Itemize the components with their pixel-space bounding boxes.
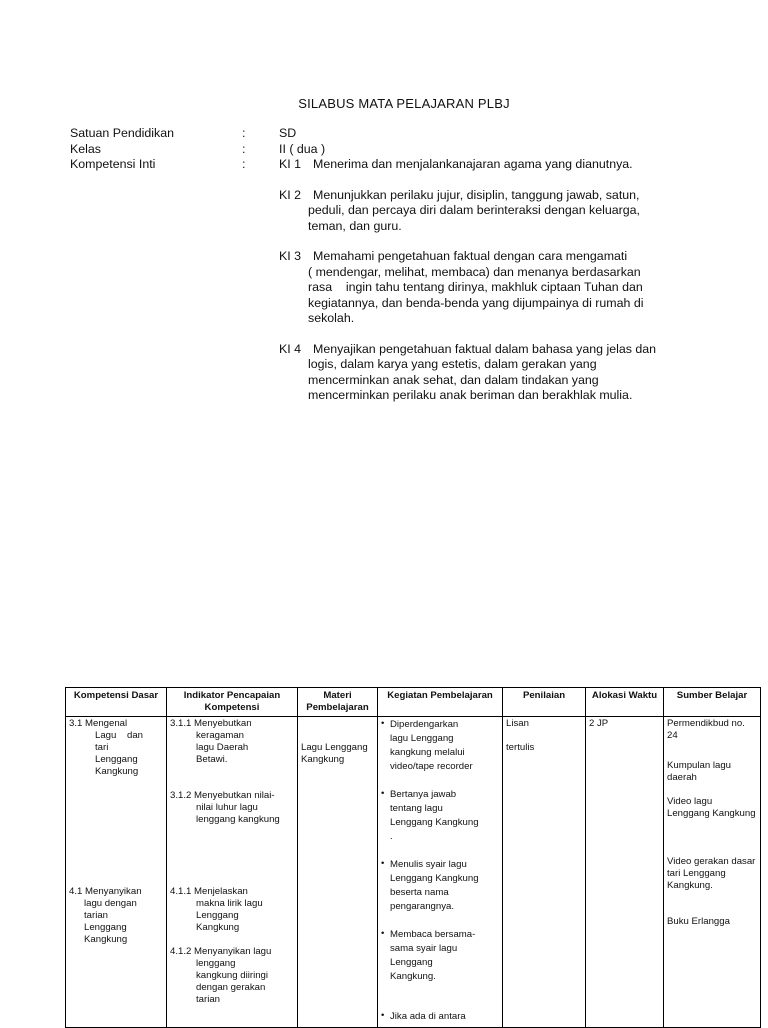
ki-item	[279, 188, 710, 235]
ipk-code: 4.1.1 Menjelaskan	[170, 886, 248, 897]
text-line: lagu Lenggang	[390, 733, 454, 744]
ki-code: KI 3	[279, 249, 302, 263]
sumber-kumpulan-lagu: Kumpulan lagu daerah	[667, 760, 732, 783]
kelas-value: II ( dua )	[279, 141, 326, 156]
kelas-label: Kelas	[70, 141, 101, 156]
text-line: Membaca bersama-	[390, 929, 476, 940]
ki-item	[279, 342, 710, 404]
text-line: kangkung diiringi	[196, 970, 268, 981]
kegiatan-text	[390, 928, 475, 984]
header-materi: Materi Pembelajaran	[298, 688, 378, 717]
kd-text	[69, 898, 163, 946]
table-row	[66, 717, 761, 1028]
satuan-label: Satuan Pendidikan	[70, 126, 175, 140]
text-line: Lenggang	[390, 957, 433, 968]
kompetensi-inti-row	[70, 157, 710, 419]
kegiatan-text	[390, 858, 479, 914]
ki-text-line: sekolah.	[308, 311, 355, 325]
text-line: Menulis syair lagu	[390, 859, 467, 870]
text-line: Kangkung	[84, 934, 128, 945]
bullet-icon: •	[381, 788, 385, 799]
ki-text-line: ( mendengar, melihat, membaca) dan menanya berdasarkan	[308, 264, 641, 279]
ki-text-line: rasa ingin tahu tentang dirinya, makhluk ciptaan Tuhan dan	[308, 280, 643, 294]
syllabus-table	[65, 687, 761, 1028]
ki-text-line: mencerminkan anak sehat, dan dalam tindakan yang	[308, 372, 599, 387]
text-line: pengarangnya.	[390, 901, 455, 912]
text-line: kangkung melalui	[390, 747, 465, 758]
materi-text: Lagu Lenggang Kangkung	[301, 742, 368, 765]
cell-indikator	[167, 717, 298, 1028]
ipk-3-1-2	[170, 790, 294, 826]
text-line: tari	[95, 742, 109, 753]
ipk-3-1-1	[170, 718, 294, 766]
text-line: Lenggang	[95, 754, 138, 765]
ipk-text	[170, 898, 294, 934]
ki-text-line: logis, dalam karya yang estetis, dalam gerakan yang	[308, 357, 597, 371]
text-line: beserta nama	[390, 887, 449, 898]
kegiatan-item	[381, 928, 499, 984]
text-line: dengan gerakan	[196, 982, 266, 993]
ki-code: KI 2	[279, 187, 302, 202]
text-line: Jika ada di antara	[390, 1011, 466, 1022]
sumber-video-gerakan: Video gerakan dasar tari Lenggang Kangkung.	[667, 856, 756, 891]
text-line: .	[390, 831, 393, 842]
header-indikator: Indikator Pencapaian Kompetensi	[167, 688, 298, 717]
cell-kegiatan	[378, 717, 503, 1028]
penilaian-lisan: Lisan	[506, 718, 529, 729]
alokasi-value: 2 JP	[589, 718, 609, 729]
text-line: tentang lagu	[390, 803, 443, 814]
ki-text-line: teman, dan guru.	[308, 218, 402, 233]
ki-text: Menyajikan pengetahuan faktual dalam bahasa yang jelas dan	[313, 341, 657, 356]
ipk-text	[170, 958, 294, 1006]
bullet-icon: •	[381, 1010, 385, 1021]
sumber-buku: Buku Erlangga	[667, 916, 730, 927]
text-line: sama syair lagu	[390, 943, 458, 954]
text-line: Lenggang Kangkung	[390, 817, 479, 828]
kegiatan-item	[381, 788, 499, 844]
satuan-row	[70, 126, 710, 142]
text-line: Kangkung	[196, 922, 240, 933]
kd-3-1	[69, 718, 163, 778]
colon: :	[242, 157, 246, 171]
satuan-value: SD	[279, 126, 297, 140]
ipk-4-1-2	[170, 946, 294, 1006]
ki-text: Memahami pengetahuan faktual dengan cara mengamati	[313, 249, 628, 263]
text-line: Betawi.	[196, 754, 228, 765]
text-line: makna lirik lagu	[196, 898, 263, 909]
table-header-row	[66, 688, 761, 717]
ipk-code: 3.1.1 Menyebutkan	[170, 718, 252, 729]
kompetensi-inti-label: Kompetensi Inti	[70, 157, 156, 171]
ki-text-line: peduli, dan percaya diri dalam berinteraksi dengan keluarga,	[308, 203, 641, 217]
header-penilaian: Penilaian	[503, 688, 586, 717]
ki-text-line: mencerminkan perilaku anak beriman dan berakhlak mulia.	[308, 388, 633, 402]
kegiatan-text	[390, 1010, 466, 1024]
text-line: Bertanya jawab	[390, 789, 457, 800]
header-kompetensi-dasar: Kompetensi Dasar	[66, 688, 167, 717]
header-sumber: Sumber Belajar	[664, 688, 761, 717]
sumber-permendikbud: Permendikbud no. 24	[667, 718, 745, 741]
text-line: lenggang kangkung	[196, 814, 280, 825]
bullet-icon: •	[381, 858, 385, 869]
ki-text: Menunjukkan perilaku jujur, disiplin, tanggung jawab, satun,	[313, 187, 640, 202]
text-line: lenggang	[196, 958, 236, 969]
cell-penilaian	[503, 717, 586, 1028]
cell-alokasi	[586, 717, 664, 1028]
text-line: Kangkung	[95, 766, 139, 777]
kegiatan-text	[390, 718, 473, 774]
colon: :	[242, 141, 246, 156]
kompetensi-inti-list	[279, 157, 710, 419]
kd-code: 4.1 Menyanyikan	[69, 886, 142, 897]
kd-code: 3.1 Mengenal	[69, 718, 128, 729]
document-title: SILABUS MATA PELAJARAN PLBJ	[298, 96, 510, 111]
penilaian-tertulis: tertulis	[506, 742, 535, 753]
ki-item	[279, 249, 710, 327]
header-alokasi: Alokasi Waktu	[586, 688, 664, 717]
text-line: Lenggang	[84, 922, 127, 933]
ki-item	[279, 157, 710, 173]
cell-sumber	[664, 717, 761, 1028]
bullet-icon: •	[381, 928, 385, 939]
ki-code: KI 1	[279, 157, 302, 171]
kelas-row	[70, 142, 710, 158]
kd-4-1	[69, 886, 163, 946]
text-line: keragaman	[196, 730, 244, 741]
kegiatan-item	[381, 718, 499, 774]
ki-text: Menerima dan menjalankanajaran agama yang dianutnya.	[313, 157, 633, 171]
text-line: Lenggang	[196, 910, 239, 921]
text-line: nilai luhur lagu	[196, 802, 258, 813]
ipk-text	[170, 730, 294, 766]
kd-text	[69, 730, 163, 778]
text-line: lagu Daerah	[196, 742, 249, 753]
text-line: Kangkung.	[390, 971, 436, 982]
text-line: tarian	[84, 910, 108, 921]
header-kegiatan: Kegiatan Pembelajaran	[378, 688, 503, 717]
ipk-code: 4.1.2 Menyanyikan lagu	[170, 946, 272, 957]
ipk-code: 3.1.2 Menyebutkan nilai-	[170, 790, 275, 801]
ipk-text	[170, 802, 294, 826]
ki-code: KI 4	[279, 341, 302, 356]
cell-kompetensi-dasar	[66, 717, 167, 1028]
kegiatan-item	[381, 858, 499, 914]
ipk-4-1-1	[170, 886, 294, 934]
sumber-video-lagu: Video lagu Lenggang Kangkung	[667, 796, 756, 819]
kegiatan-text	[390, 788, 479, 844]
text-line: Diperdengarkan	[390, 719, 459, 730]
text-line: Lagu dan	[95, 730, 144, 741]
text-line: tarian	[196, 994, 220, 1005]
ki-text-line: kegiatannya, dan benda-benda yang dijumpainya di rumah di	[308, 295, 644, 310]
syllabus-header	[70, 126, 710, 419]
cell-materi	[298, 717, 378, 1028]
text-line: Lenggang Kangkung	[390, 873, 479, 884]
bullet-icon: •	[381, 718, 385, 729]
text-line: video/tape recorder	[390, 761, 473, 772]
kegiatan-item	[381, 1010, 499, 1024]
colon: :	[242, 126, 246, 140]
text-line: lagu dengan	[84, 898, 137, 909]
